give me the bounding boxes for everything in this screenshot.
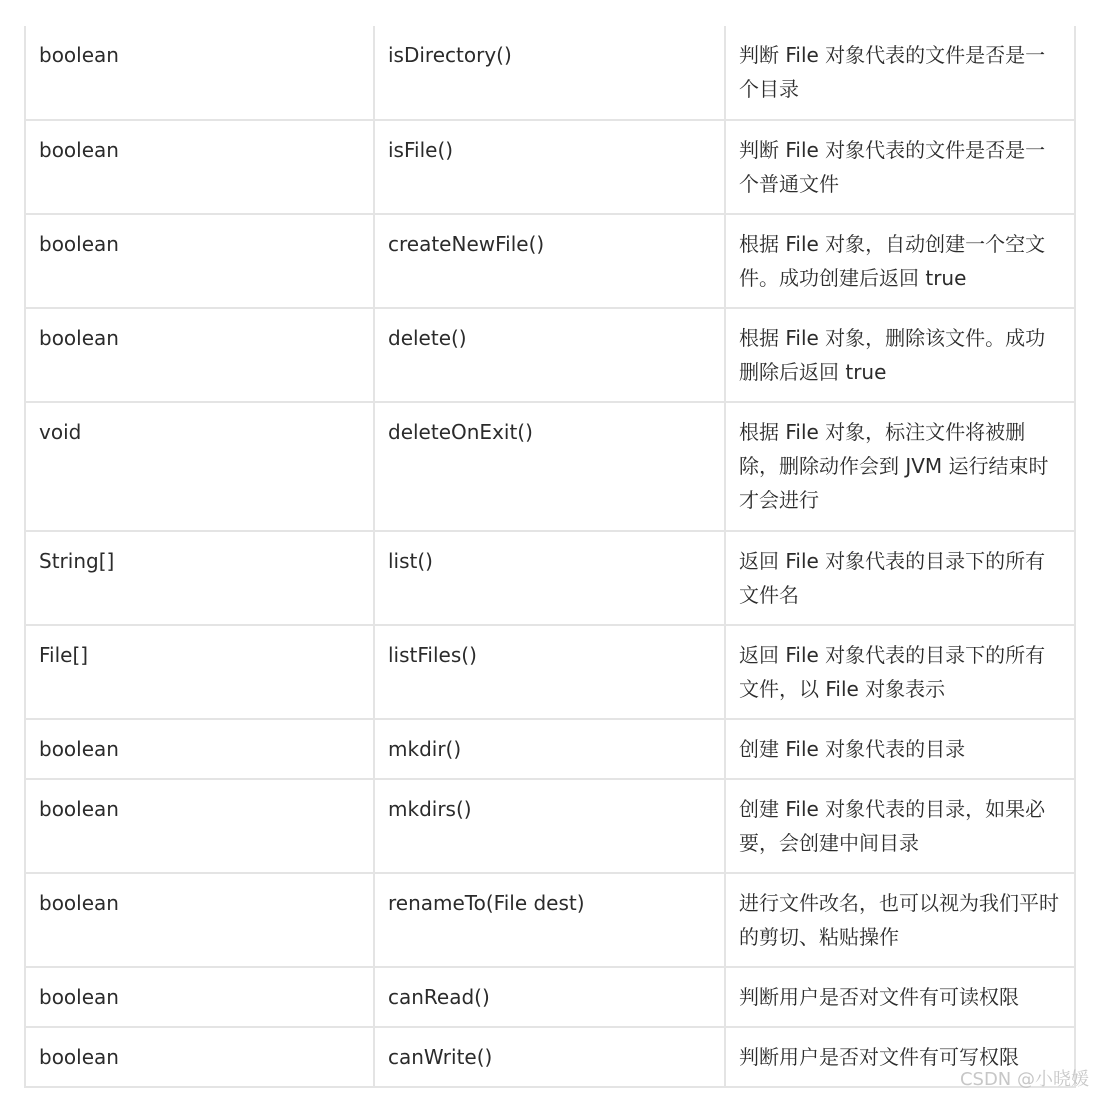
description-cell: 判断用户是否对文件有可写权限	[725, 1027, 1075, 1087]
csdn-watermark: CSDN @小晓媛	[959, 1069, 1089, 1090]
table-row	[25, 779, 1075, 873]
method-name-cell: renameTo(File dest)	[374, 873, 725, 967]
return-type-cell: boolean	[25, 120, 374, 214]
table-row	[25, 719, 1075, 779]
description-cell: 进行文件改名，也可以视为我们平时的剪切、粘贴操作	[725, 873, 1075, 967]
method-name-cell: isFile()	[374, 120, 725, 214]
method-name-cell: listFiles()	[374, 625, 725, 719]
return-type-cell: boolean	[25, 779, 374, 873]
return-type-cell: boolean	[25, 26, 374, 120]
file-methods-table	[24, 26, 1076, 1088]
table-body	[25, 26, 1075, 1087]
method-name-cell: deleteOnExit()	[374, 402, 725, 531]
return-type-cell: File[]	[25, 625, 374, 719]
return-type-cell: boolean	[25, 873, 374, 967]
method-name-cell: canWrite()	[374, 1027, 725, 1087]
return-type-cell: boolean	[25, 1027, 374, 1087]
table-row	[25, 625, 1075, 719]
method-name-cell: canRead()	[374, 967, 725, 1027]
table-row	[25, 967, 1075, 1027]
description-cell: 创建 File 对象代表的目录，如果必要，会创建中间目录	[725, 779, 1075, 873]
description-cell: 判断 File 对象代表的文件是否是一个普通文件	[725, 120, 1075, 214]
description-cell: 返回 File 对象代表的目录下的所有文件，以 File 对象表示	[725, 625, 1075, 719]
description-cell: 根据 File 对象，自动创建一个空文件。成功创建后返回 true	[725, 214, 1075, 308]
return-type-cell: boolean	[25, 719, 374, 779]
description-cell: 判断 File 对象代表的文件是否是一个目录	[725, 26, 1075, 120]
description-cell: 判断用户是否对文件有可读权限	[725, 967, 1075, 1027]
method-name-cell: mkdirs()	[374, 779, 725, 873]
description-cell: 创建 File 对象代表的目录	[725, 719, 1075, 779]
method-name-cell: list()	[374, 531, 725, 625]
method-name-cell: delete()	[374, 308, 725, 402]
table-row	[25, 214, 1075, 308]
table-row	[25, 531, 1075, 625]
table-row	[25, 308, 1075, 402]
file-methods-table-container	[24, 26, 1074, 1088]
table-row	[25, 873, 1075, 967]
return-type-cell: boolean	[25, 308, 374, 402]
description-cell: 根据 File 对象，删除该文件。成功删除后返回 true	[725, 308, 1075, 402]
table-row	[25, 26, 1075, 120]
method-name-cell: isDirectory()	[374, 26, 725, 120]
table-row	[25, 1027, 1075, 1087]
table-row	[25, 120, 1075, 214]
return-type-cell: boolean	[25, 214, 374, 308]
return-type-cell: void	[25, 402, 374, 531]
return-type-cell: String[]	[25, 531, 374, 625]
method-name-cell: mkdir()	[374, 719, 725, 779]
return-type-cell: boolean	[25, 967, 374, 1027]
description-cell: 返回 File 对象代表的目录下的所有文件名	[725, 531, 1075, 625]
description-cell: 根据 File 对象，标注文件将被删除，删除动作会到 JVM 运行结束时才会进行	[725, 402, 1075, 531]
table-row	[25, 402, 1075, 531]
method-name-cell: createNewFile()	[374, 214, 725, 308]
